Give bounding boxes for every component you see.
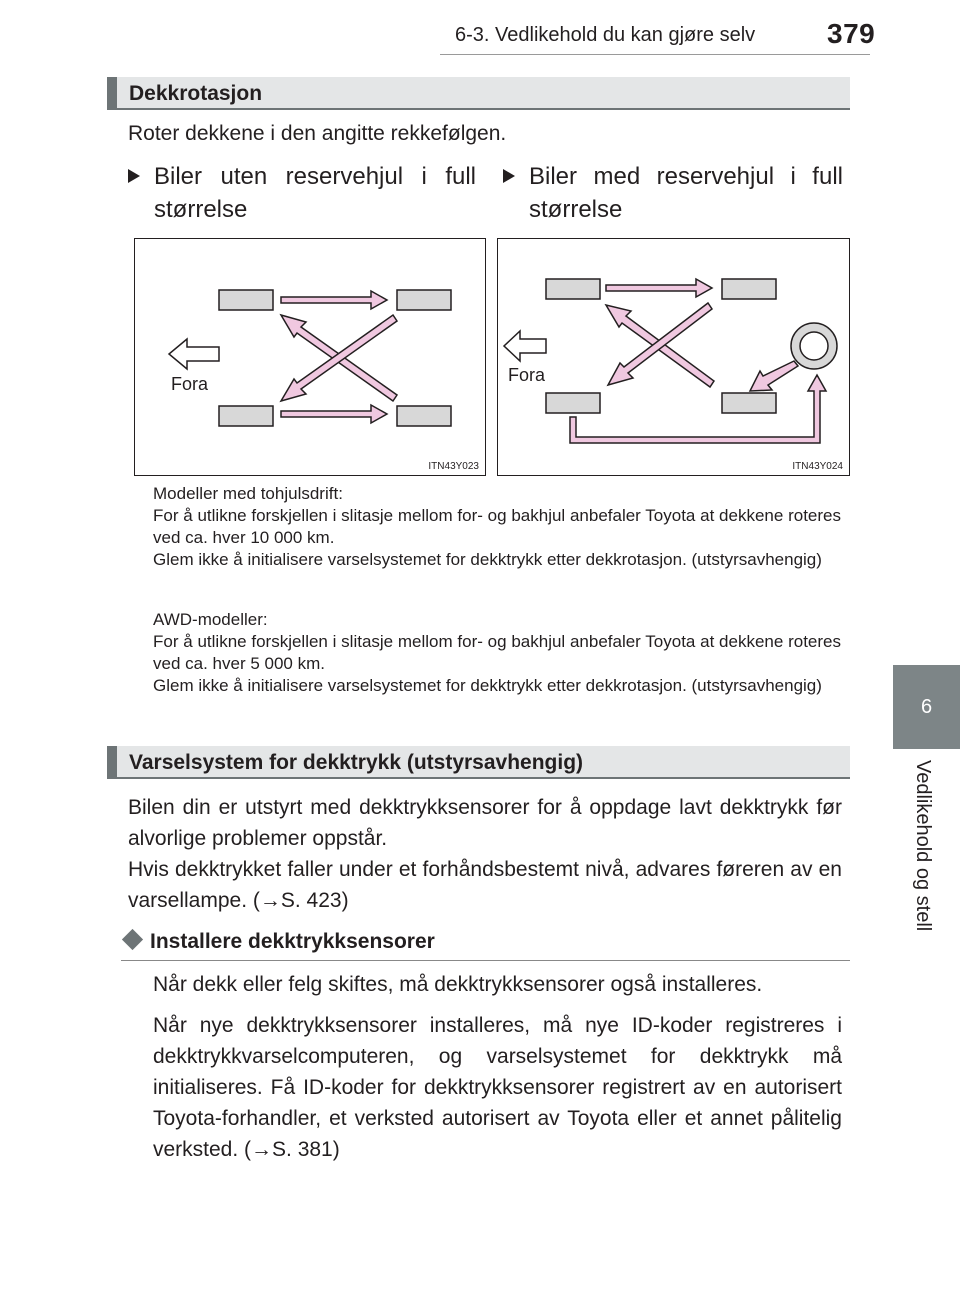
note-awd-heading: AWD-modeller:	[153, 610, 268, 629]
arrow-spare-to-rear	[750, 361, 798, 391]
tire-rear-right	[397, 406, 451, 426]
arrow-front-to-rear-bottom	[281, 405, 387, 423]
header-rule	[440, 54, 870, 55]
running-header-section: 6-3. Vedlikehold du kan gjøre selv	[455, 24, 756, 46]
spare-tire-hub	[800, 332, 828, 360]
tpws-paragraph-1: Bilen din er utstyrt med dekktrykksensorer for å oppdage lavt dekktrykk før alvorlige problemer oppstår.	[128, 796, 842, 850]
intro-text: Roter dekkene i den angitte rekkefølgen.	[128, 122, 507, 145]
chapter-label: Vedlikehold og stell	[912, 760, 934, 932]
tire-rear-left	[722, 279, 776, 299]
tpws-paragraph-2: Hvis dekktrykket faller under et forhåndsbestemt nivå, advares føreren av en varsellampe. (→S. 423)	[128, 858, 842, 912]
front-label: Fora	[508, 365, 546, 385]
tire-front-left	[546, 279, 600, 299]
note-2wd-line1: For å utlikne forskjellen i slitasje mellom for- og bakhjul anbefaler Toyota at dekkene roteres ved ca. hver 10 000 km.	[153, 506, 841, 547]
figure-code: ITN43Y023	[428, 461, 479, 472]
note-2wd-heading: Modeller med tohjulsdrift:	[153, 484, 343, 503]
tire-rear-right	[722, 393, 776, 413]
section-heading-tire-rotation: Dekkrotasjon	[107, 77, 850, 110]
bullet-with-spare-text: Biler med reservehjul i full størrelse	[529, 163, 843, 223]
triangle-bullet-icon	[503, 169, 515, 183]
arrow-front-to-rear-top	[281, 291, 387, 309]
tire-front-right	[546, 393, 600, 413]
triangle-bullet-icon	[128, 169, 140, 183]
section-heading-tpws: Varselsystem for dekktrykk (utstyrsavhengig)	[107, 746, 850, 779]
note-2wd-line2: Glem ikke å initialisere varselsystemet for dekktrykk etter dekkrotasjon. (utstyrsavhengig)	[153, 550, 822, 569]
chapter-number: 6	[920, 696, 933, 718]
rotation-diagram-no-spare-svg	[135, 239, 487, 477]
rotation-diagram-with-spare	[497, 238, 850, 476]
figure-code: ITN43Y024	[792, 461, 843, 472]
install-paragraph-2: Når nye dekktrykksensorer installeres, må nye ID-koder registreres i dekktrykkvarselcomputeren, og varselsystemet for dekktrykk må initialiseres. Få ID-koder for dekktrykksensorer registrert av en autorisert Toyota-forhandler, et verksted autorisert av Toyota eller et annet pålitelig verksted. (→S. 381)	[153, 1014, 842, 1161]
bullet-no-spare	[128, 160, 476, 226]
front-label: Fora	[171, 374, 209, 394]
tire-front-left	[219, 290, 273, 310]
rotation-diagram-with-spare-svg	[498, 239, 851, 477]
section-heading-rule	[107, 108, 850, 110]
bullet-no-spare-text: Biler uten reservehjul i full størrelse	[154, 163, 476, 223]
diamond-bullet-icon	[122, 929, 143, 950]
section-heading-rule	[107, 777, 850, 779]
note-awd-line1: For å utlikne forskjellen i slitasje mellom for- og bakhjul anbefaler Toyota at dekkene roteres ved ca. hver 5 000 km.	[153, 632, 841, 673]
install-paragraph-1: Når dekk eller felg skiftes, må dekktrykksensorer også installeres.	[153, 973, 763, 996]
note-awd	[153, 609, 841, 697]
note-awd-line2: Glem ikke å initialisere varselsystemet for dekktrykk etter dekkrotasjon. (utstyrsavhengig)	[153, 676, 822, 695]
chapter-tab	[893, 665, 960, 749]
bullet-with-spare	[503, 160, 843, 226]
front-direction-arrow-icon	[169, 339, 219, 369]
subheading-text: Installere dekktrykksensorer	[150, 930, 435, 953]
rotation-diagram-no-spare	[134, 238, 486, 476]
tire-rear-left	[397, 290, 451, 310]
subheading-rule	[121, 960, 850, 961]
front-direction-arrow-icon	[504, 331, 546, 361]
page-number: 379	[827, 18, 876, 49]
note-2wd	[153, 483, 841, 571]
subheading-install-sensors	[121, 930, 435, 954]
arrow-front-to-rear-top	[606, 279, 712, 297]
tire-front-right	[219, 406, 273, 426]
